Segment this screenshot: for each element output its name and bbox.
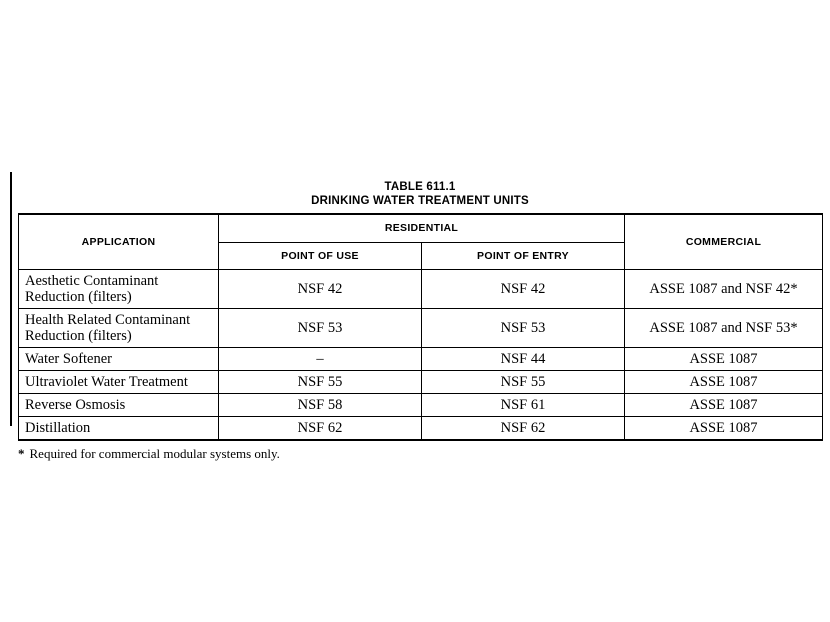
- table-footnote: [18, 446, 822, 461]
- header-application: APPLICATION: [19, 214, 219, 270]
- cell-commercial: ASSE 1087: [625, 394, 823, 417]
- cell-application: Water Softener: [19, 348, 219, 371]
- table-row: [19, 270, 823, 309]
- table-row: [19, 309, 823, 348]
- cell-point-of-entry: NSF 44: [422, 348, 625, 371]
- cell-point-of-use: NSF 53: [219, 309, 422, 348]
- footnote-marker: *: [18, 446, 25, 461]
- cell-point-of-use: NSF 58: [219, 394, 422, 417]
- header-commercial: COMMERCIAL: [625, 214, 823, 270]
- footnote-text: Required for commercial modular systems only.: [29, 446, 280, 461]
- table-row: [19, 371, 823, 394]
- table-row: [19, 417, 823, 441]
- cell-point-of-use: NSF 42: [219, 270, 422, 309]
- table-caption: DRINKING WATER TREATMENT UNITS: [311, 195, 529, 207]
- drinking-water-treatment-units-table: [18, 213, 823, 441]
- cell-application: Aesthetic Contaminant Reduction (filters): [19, 270, 219, 309]
- cell-application: Ultraviolet Water Treatment: [19, 371, 219, 394]
- cell-point-of-entry: NSF 62: [422, 417, 625, 441]
- cell-point-of-use: NSF 55: [219, 371, 422, 394]
- header-residential: RESIDENTIAL: [219, 214, 625, 242]
- table-block: [18, 180, 822, 461]
- cell-application: Health Related Contaminant Reduction (filters): [19, 309, 219, 348]
- cell-point-of-use: NSF 62: [219, 417, 422, 441]
- table-row: [19, 348, 823, 371]
- cell-application: Reverse Osmosis: [19, 394, 219, 417]
- table-row: [19, 394, 823, 417]
- cell-commercial: ASSE 1087 and NSF 42*: [625, 270, 823, 309]
- table-number: TABLE 611.1: [384, 181, 456, 193]
- cell-point-of-entry: NSF 53: [422, 309, 625, 348]
- cell-application: Distillation: [19, 417, 219, 441]
- cell-commercial: ASSE 1087 and NSF 53*: [625, 309, 823, 348]
- table-header-row-top: [19, 214, 823, 242]
- header-point-of-use: POINT OF USE: [219, 242, 422, 270]
- table-title: [18, 180, 822, 208]
- cell-point-of-entry: NSF 55: [422, 371, 625, 394]
- cell-commercial: ASSE 1087: [625, 371, 823, 394]
- cell-commercial: ASSE 1087: [625, 348, 823, 371]
- cell-point-of-entry: NSF 42: [422, 270, 625, 309]
- cell-point-of-use: –: [219, 348, 422, 371]
- left-margin-rule: [10, 172, 12, 426]
- cell-point-of-entry: NSF 61: [422, 394, 625, 417]
- cell-commercial: ASSE 1087: [625, 417, 823, 441]
- header-point-of-entry: POINT OF ENTRY: [422, 242, 625, 270]
